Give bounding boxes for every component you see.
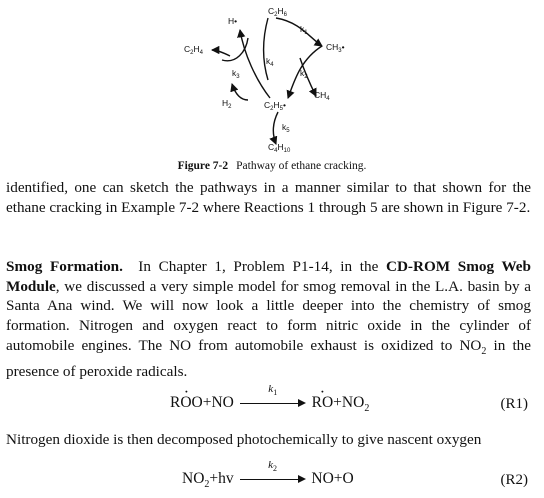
cdrom-smog-web-module: CD-ROM Smog Web Module xyxy=(6,258,531,295)
eq1-label: (R1) xyxy=(500,396,528,412)
figure-number: Figure 7-2 xyxy=(177,160,229,172)
rate-label-k3: $k_3$ xyxy=(232,68,240,80)
equation-r1: ROO ·+NO $k_1$ RO $\cdot+NO_2$ (R1) xyxy=(0,388,544,418)
rate-label-k4: $k_4$ xyxy=(266,56,274,68)
rate-label-k2: $k_2$ xyxy=(300,68,308,80)
arrow-c2h6-to-ch3 xyxy=(276,18,322,46)
ethane-cracking-pathway-diagram xyxy=(0,0,544,158)
species-ch3-radical: $CH_3•$ xyxy=(326,42,345,54)
arrow-c2h6-to-c2h5 xyxy=(264,18,269,80)
arrow-to-c2h4 xyxy=(222,38,248,61)
figure-caption xyxy=(0,160,544,172)
eq1-reaction-arrow xyxy=(240,383,306,410)
eq1-ro: RO · xyxy=(312,394,334,412)
eq2-reaction-arrow xyxy=(240,459,306,486)
smog-text-intro: In Chapter 1, Problem P1-14, in the xyxy=(138,258,379,275)
rate-label-k5: $k_5$ xyxy=(282,122,290,134)
species-c2h4: $C_2H_4$ xyxy=(184,44,203,56)
paragraph-ethane-cracking: identified, one can sketch the pathways in a manner similar to that shown for the ethane cracking in Example 7-2 where Reactions 1 through 5 are shown in Figure 7-2. xyxy=(6,179,531,216)
rate-label-k1: $k_1$ xyxy=(300,24,308,36)
arrow-c2h5-to-c4h10 xyxy=(273,112,278,144)
eq1-lhs-no: +NO xyxy=(202,394,234,411)
species-h2: $H_2$ xyxy=(222,98,232,110)
figure-caption-text: Pathway of ethane cracking. xyxy=(236,160,367,172)
species-ch4: $CH_4$ xyxy=(314,90,330,102)
species-h-radical: H• xyxy=(228,16,238,26)
equation-r2: $NO_2+hv$ $k_2$ NO+O (R2) xyxy=(182,459,528,491)
paragraph-smog-formation xyxy=(6,257,531,381)
smog-text-body: , we discussed a very simple model for smog removal in the L.A. basin by a Santa Ana wind. We will now look a little deeper into the chemistry of smog formation. Nitrogen and oxygen react to form nitric oxide in the cylinder of automobile engines. The NO from automobile exhaust is oxidized to NO xyxy=(6,277,531,354)
eq1-roo: ROO · xyxy=(170,394,203,412)
arrow-head-c2h4 xyxy=(212,50,230,56)
arrow-to-h2 xyxy=(232,84,248,100)
no2-subscript: 2 xyxy=(481,345,487,357)
species-c4h10: $C_4H_{10}$ xyxy=(268,142,291,154)
eq2-rate-constant: $k_2$ xyxy=(268,459,277,474)
eq2-products: NO+O xyxy=(311,470,354,487)
smog-text-tail: in the presence of peroxide radicals. xyxy=(6,336,531,380)
species-c2h5-radical: $C_2H_5•$ xyxy=(264,100,286,112)
species-c2h6: $C_2H_6$ xyxy=(268,6,287,18)
smog-formation-heading: Smog Formation. xyxy=(6,258,123,275)
eq1-rate-constant: $k_1$ xyxy=(268,383,278,398)
eq2-hv: +hv xyxy=(209,470,234,487)
eq2-no2: NO xyxy=(182,470,205,487)
eq1-rhs-no2: +NO xyxy=(333,394,365,411)
eq2-label: (R2) xyxy=(500,472,528,488)
paragraph-nitrogen-dioxide: Nitrogen dioxide is then decomposed photochemically to give nascent oxygen xyxy=(6,431,482,448)
